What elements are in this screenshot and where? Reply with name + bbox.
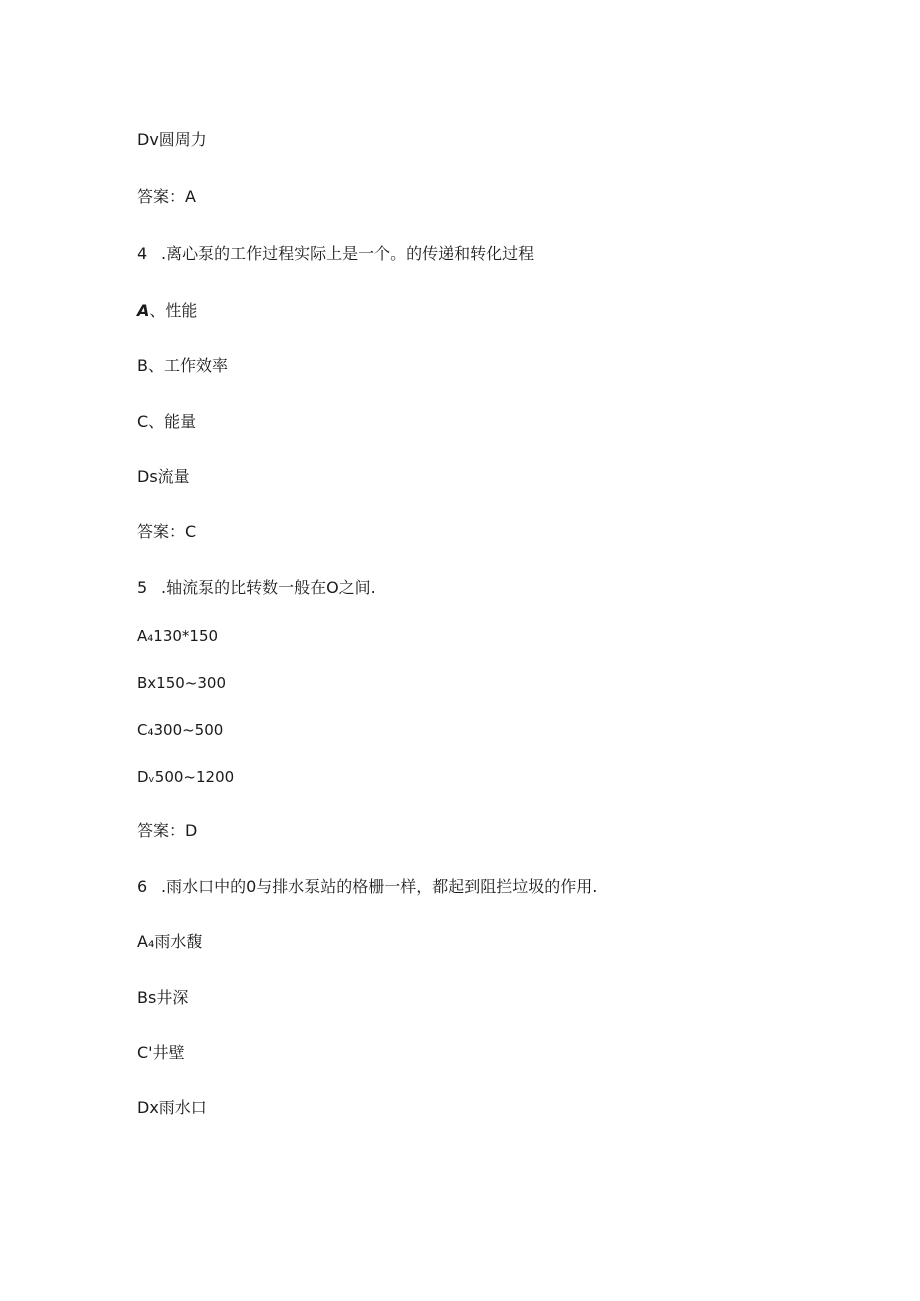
question-4: [137, 244, 534, 264]
question-5-number: 5: [137, 578, 148, 597]
q4-option-a-letter: A: [137, 301, 150, 320]
answer-prev: 答案：A: [137, 187, 196, 206]
question-4-text: .离心泵的工作过程实际上是一个。的传递和转化过程: [161, 244, 535, 263]
question-5-text: .轴流泵的比转数一般在O之间.: [161, 578, 376, 597]
q6-option-a: A₄雨水馥: [137, 932, 203, 951]
q5-option-c: C₄300~500: [137, 721, 224, 739]
question-6: [137, 877, 597, 897]
q5-option-d: Dᵥ500~1200: [137, 768, 235, 786]
question-4-number: 4: [137, 244, 148, 263]
q4-option-d: Ds流量: [137, 467, 190, 486]
question-5: [137, 578, 376, 598]
q4-option-c: C、能量: [137, 412, 197, 431]
q6-option-d: Dx雨水口: [137, 1098, 207, 1117]
q4-option-a-text: 、性能: [149, 301, 198, 320]
q5-option-a: A₄130*150: [137, 627, 219, 645]
q5-option-b: Bx150~300: [137, 674, 226, 692]
q4-option-a: [137, 301, 197, 321]
question-6-number: 6: [137, 877, 148, 896]
q6-option-c: C'井壁: [137, 1043, 185, 1062]
option-d-prev: Dv圆周力: [137, 130, 207, 149]
q6-option-b: Bs井深: [137, 988, 189, 1007]
q4-option-b: B、工作效率: [137, 356, 228, 375]
q5-answer: 答案：D: [137, 821, 198, 840]
q4-answer: 答案：C: [137, 522, 197, 541]
question-6-text: .雨水口中的0与排水泵站的格栅一样，都起到阻拦垃圾的作用.: [161, 877, 598, 896]
